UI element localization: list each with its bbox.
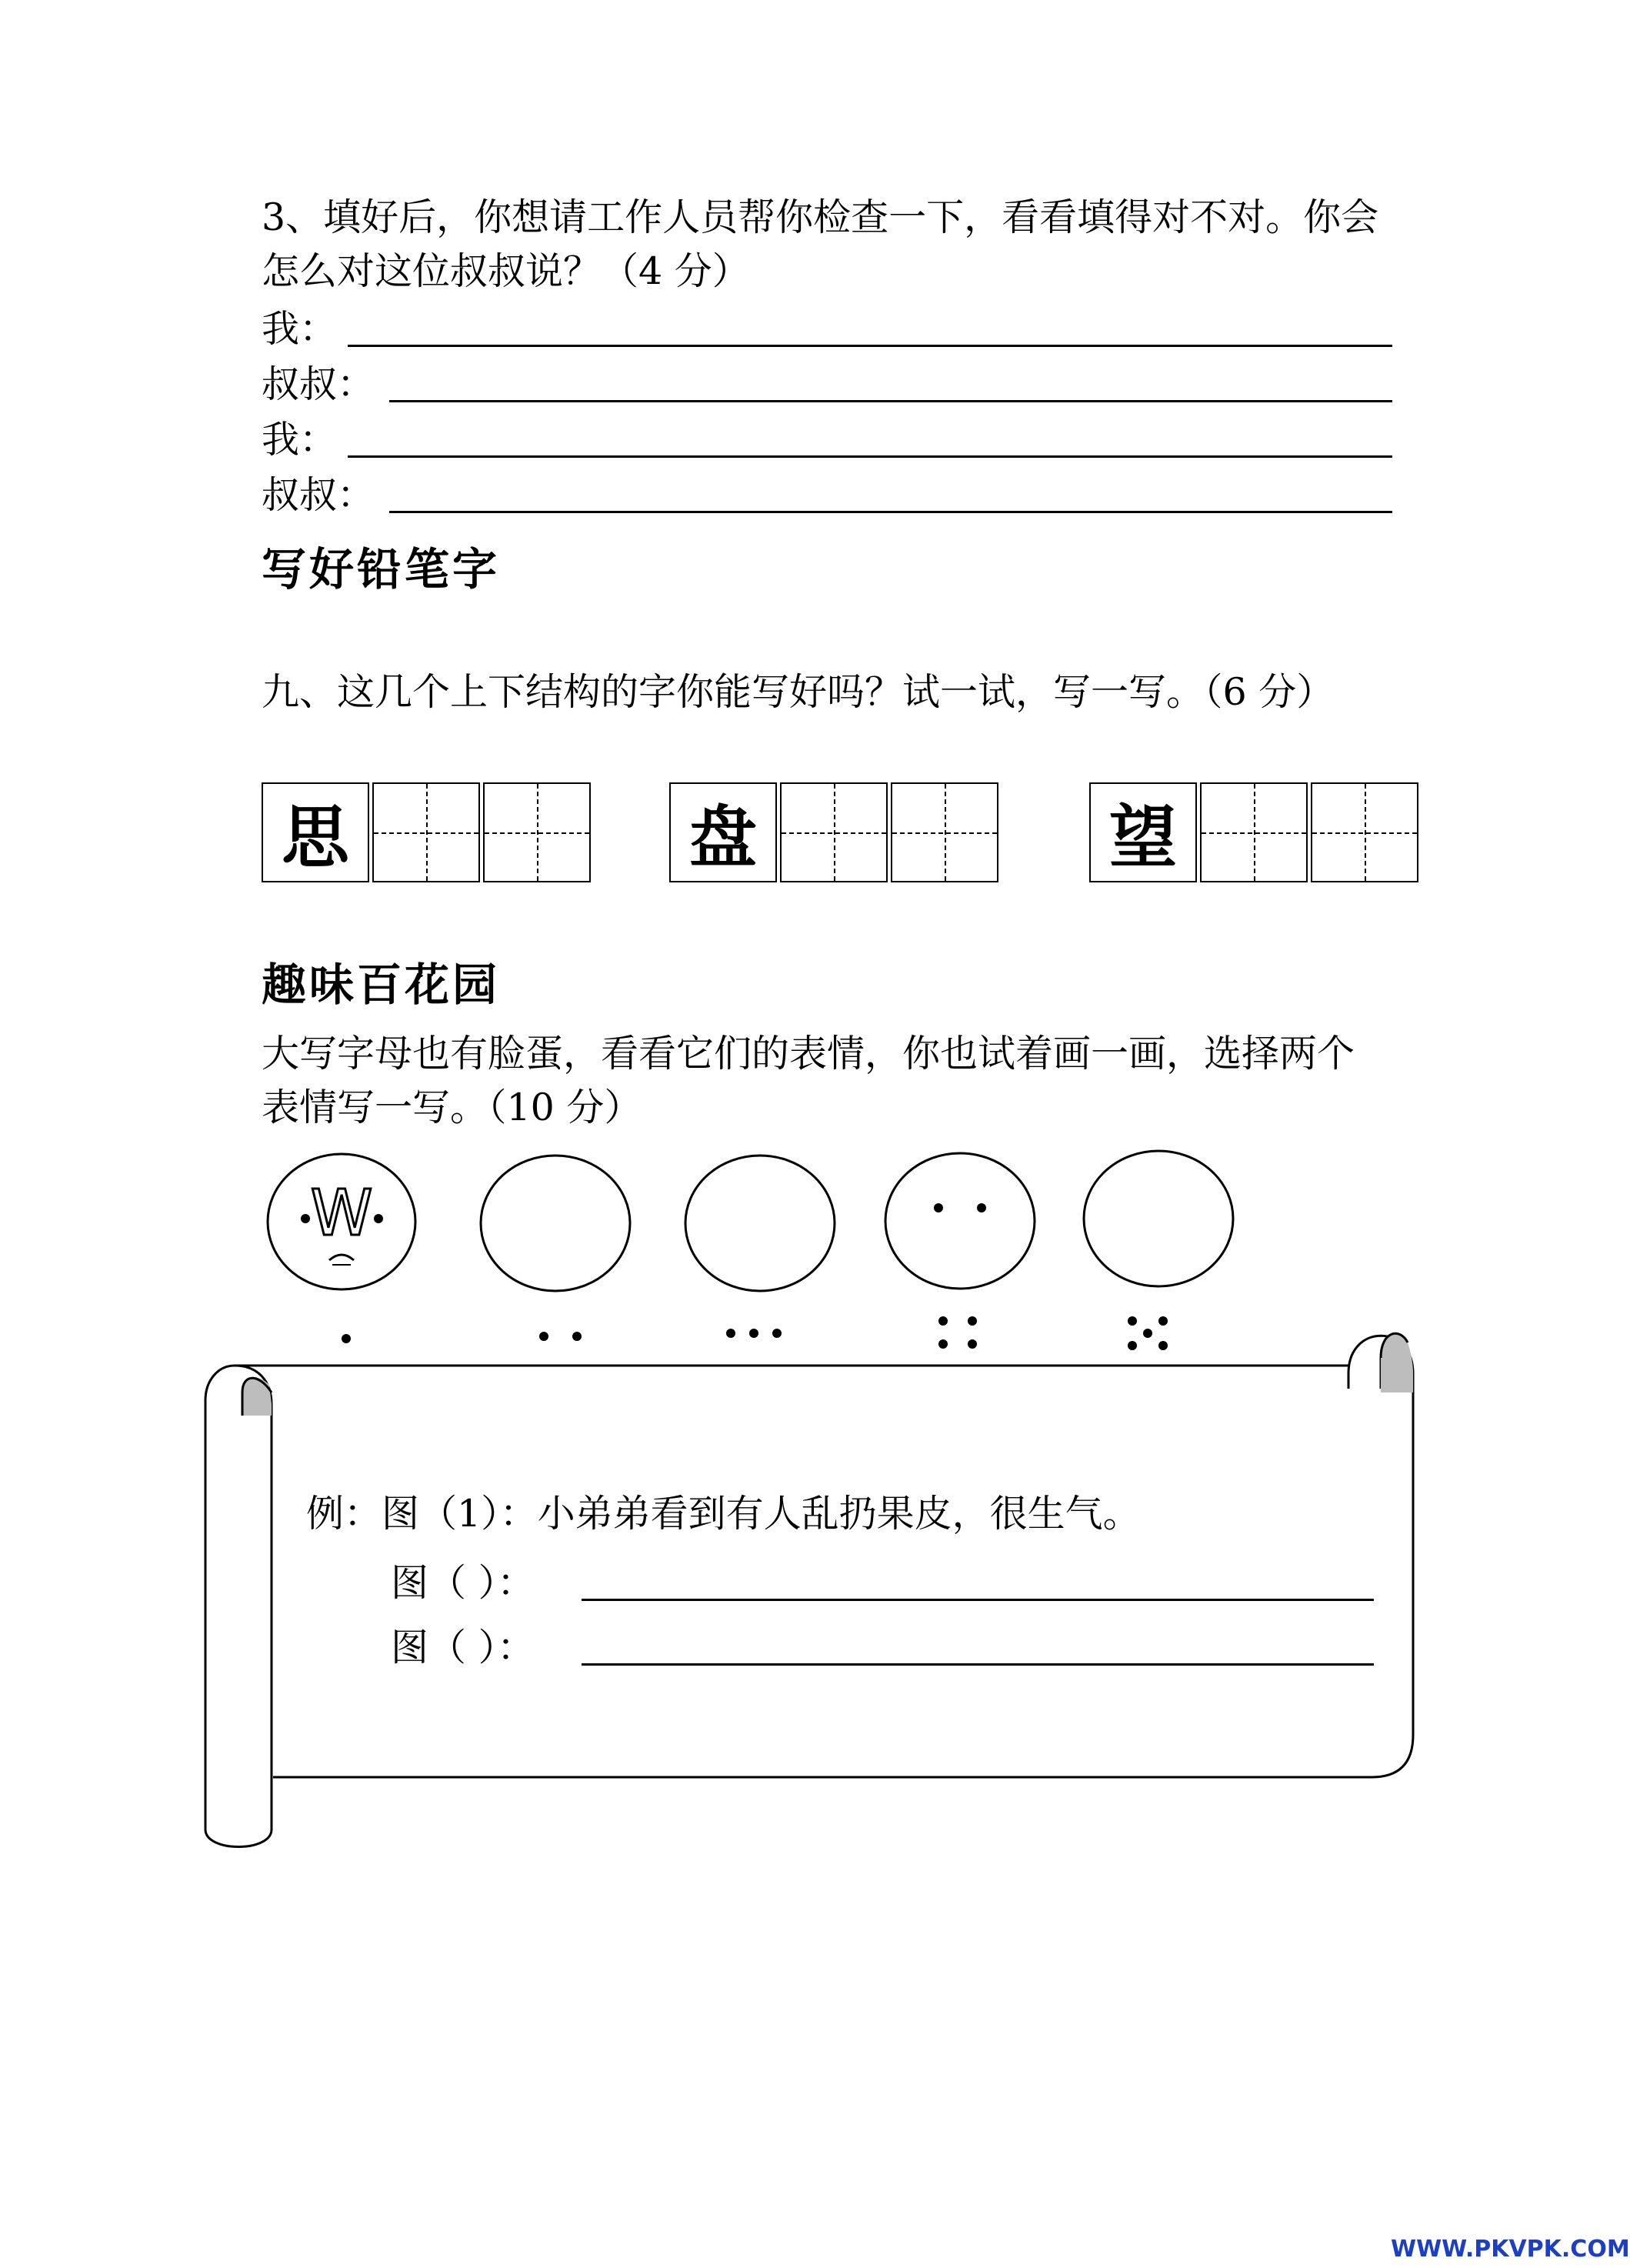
answer-line-4[interactable]: [389, 511, 1392, 513]
face-1-letter: W: [310, 1177, 373, 1250]
grid-practice-cell[interactable]: [483, 782, 591, 882]
grid-practice-cell[interactable]: [1200, 782, 1308, 882]
garden-intro-line2: 表情写一写。（10 分）: [262, 1086, 642, 1129]
answer-line-2[interactable]: [389, 400, 1392, 402]
question-nine: 九、这几个上下结构的字你能写好吗？试一试，写一写。（6 分）: [262, 670, 1335, 714]
dialog-label-4: 叔叔：: [262, 473, 375, 517]
face-4-eyes[interactable]: [885, 1153, 1035, 1289]
grid-model-cell-2: [669, 782, 777, 882]
model-char-3: 望: [1091, 784, 1195, 881]
face-3-empty[interactable]: [685, 1156, 835, 1291]
grid-practice-cell[interactable]: [1311, 782, 1418, 882]
example-sentence: 例：图（1）：小弟弟看到有人乱扔果皮，很生气。: [306, 1492, 1141, 1536]
grid-practice-cell[interactable]: [891, 782, 998, 882]
grid-model-cell-3: [1089, 782, 1197, 882]
dialog-label-3: 我：: [262, 418, 338, 462]
face-2-empty[interactable]: [481, 1156, 630, 1291]
section-heading-garden: 趣味百花园: [262, 959, 501, 1011]
grid-practice-cell[interactable]: [780, 782, 888, 882]
dialog-label-1: 我：: [262, 307, 338, 351]
watermark-link[interactable]: WWW.PKVPK.COM: [1391, 2236, 1630, 2263]
q3-line1: 3、填好后，你想请工作人员帮你检查一下，看看填得对不对。你会: [262, 195, 1379, 239]
answer-line-3[interactable]: [348, 455, 1392, 458]
dialog-label-2: 叔叔：: [262, 362, 375, 406]
section-heading-pencil: 写好铅笔字: [262, 543, 501, 595]
model-char-2: 盘: [671, 784, 775, 881]
grid-practice-cell[interactable]: [372, 782, 480, 882]
scroll-frame: [196, 1300, 1427, 1862]
model-char-1: 思: [263, 784, 368, 881]
face-1-w: [268, 1154, 415, 1289]
face-5-empty[interactable]: [1084, 1151, 1233, 1286]
blank-label-2: 图（ ）：: [391, 1626, 535, 1669]
garden-intro-line1: 大写字母也有脸蛋，看看它们的表情，你也试着画一画，选择两个: [262, 1032, 1355, 1076]
blank-label-1: 图（ ）：: [391, 1561, 535, 1605]
blank-answer-line-1[interactable]: [582, 1599, 1374, 1601]
answer-line-1[interactable]: [348, 345, 1392, 347]
grid-model-cell-1: [262, 782, 369, 882]
blank-answer-line-2[interactable]: [582, 1663, 1374, 1666]
q3-line2: 怎么对这位叔叔说？（4 分）: [262, 249, 750, 293]
